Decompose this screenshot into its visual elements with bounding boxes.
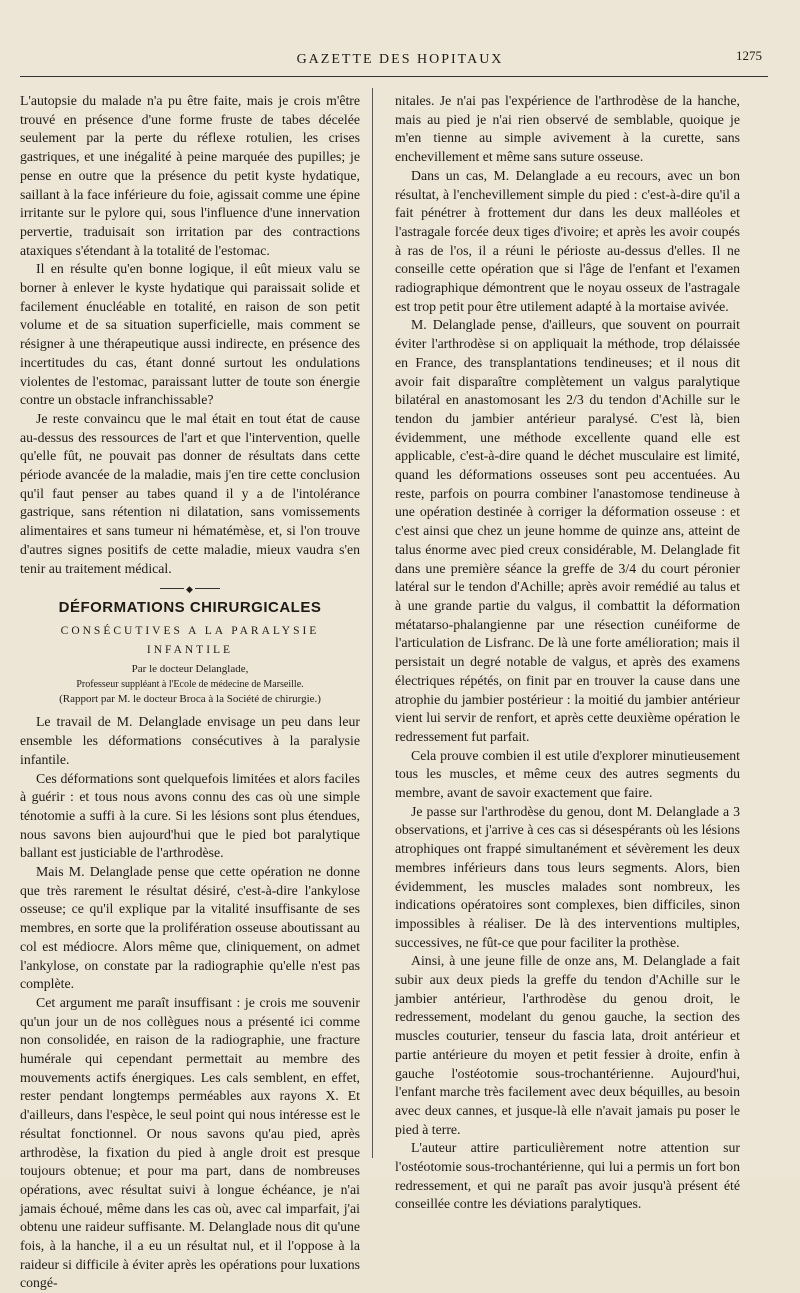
column-divider xyxy=(372,88,373,1158)
paragraph: Je passe sur l'arthrodèse du genou, dont M. Delanglade a 3 observations, et j'arrive à ces cas si désespérants où les lésions atrophiques ont frappé simultanément et sévèrement les deux membres inférieurs dans tous leurs segments. Alors, bien évidemment, les muscles malades sont nombreux, les indications opératoires sont complexes, bien difficiles, sinon impossibles à réaliser. De là des interventions multiples, successives, ne fût-ce que pour faciliter la prothèse. xyxy=(395,803,740,950)
article-byline: Par le docteur Delanglade, xyxy=(131,663,249,676)
paragraph: Je reste convaincu que le mal était en tout état de cause au-dessus des ressources de l'art et que l'intervention, quelle qu'elle fût, ne pouvait pas donner de résultats dans cette période avancée de la maladie, mais j'en tire cette conclusion qu'il faut penser au tabes quand il y a de l'intolérance gastrique, sans rétention ni dilatation, sans vomissements alimentaires et sans tumeur ni hématémèse, et, si l'on trouve d'autres signes positifs de cette maladie, mieux vaudra s'en tenir au traitement médical. xyxy=(20,410,360,576)
report-note: (Rapport par M. le docteur Broca à la Société de chirurgie.) xyxy=(59,693,321,706)
paragraph: L'auteur attire particulièrement notre attention sur l'ostéotomie sous-trochantérienne, qui lui a permis un fort bon redressement, et qui ne paraît pas avoir jusqu'à présent été conseillée contre les déviations paralytiques. xyxy=(395,1140,740,1212)
paragraph: Dans un cas, M. Delanglade a eu recours, avec un bon résultat, à l'enchevillement simple du pied : c'est-à-dire qu'il a fait pénétrer à frottement dur dans les deux malléoles et l'astragale forcée deux tiges d'ivoire; et après les avoir coupés à ras de l'os, il a réuni le périoste au-dessus d'elles. Il ne conseille cette opération que si l'âge de l'enfant et l'examen radiographique démontrent que le noyau osseux de l'astragale est trop petit pour être utilement adapté à la mortaise avivée. xyxy=(395,167,740,314)
header-rule xyxy=(20,76,768,77)
section-separator xyxy=(160,588,220,589)
article-title: DÉFORMATIONS CHIRURGICALES xyxy=(58,599,322,617)
paragraph: Cet argument me paraît insuffisant : je crois me souvenir qu'un jour un de nos collègues nous a présenté ici comme non consolidée, en raison de la radiographie, une fracture humérale qui cependant permettait au membre des mouvements actifs énergiques. Les cals semblent, en effet, rester pendant longtemps perméables aux rayons X. Et d'ailleurs, dans l'espèce, le seul point qui nous intéresse est le résultat fonctionnel. Or nous savons qu'au pied, après arthrodèse, la fixation du pied à angle droit est presque toujours obtenue; et pour ma part, dans de nombreuses opérations, avec résultat suivi à longue échéance, je n'ai jamais échoué, même dans les cas où, avec cal imparfait, j'ai obtenu une raideur suffisante. M. Delanglade nous dit qu'une fois, à la hanche, il a eu un résultat nul, et il l'oppose à la raideur si difficile à éviter après les opérations pour luxations congé- xyxy=(20,994,360,1291)
left-column xyxy=(20,92,360,1293)
paragraph: Cela prouve combien il est utile d'explorer minutieusement tous les muscles, et même ceux des autres segments du membre, avant de savoir exactement que faire. xyxy=(395,747,740,801)
paragraph: Il en résulte qu'en bonne logique, il eût mieux valu se borner à enlever le kyste hydatique qui paraissait solide et facilement énucléable en totalité, en raison de son petit volume et de sa situation superficielle, mais comment se résigner à une thérapeutique aussi indirecte, en présence des incertitudes du cas, étant donné surtout les ondulations violentes de l'estomac, paraissant lutter de toute son énergie contre un obstacle infranchissable? xyxy=(20,261,360,408)
paragraph: Mais M. Delanglade pense que cette opération ne donne que très rarement le résultat désiré, c'est-à-dire l'ankylose osseuse; ce qu'il explique par la vitalité insuffisante de ses membres, en sorte que la prolifération osseuse aboutissant au col est médiocre. Alors même que, cliniquement, on admet l'ankylose, on constate par la radiographie qu'elle n'est pas complète. xyxy=(20,864,360,992)
page-number: 1275 xyxy=(736,48,762,63)
running-title: GAZETTE DES HOPITAUX xyxy=(296,52,504,67)
article-subtitle: CONSÉCUTIVES A LA PARALYSIE INFANTILE xyxy=(60,624,320,656)
paragraph: Ces déformations sont quelquefois limitées et alors faciles à guérir : et tous nous avons connu des cas où une simple ténotomie a suffi à la cure. Si les lésions sont plus étendues, nous savons bien aujourd'hui que le pied bot paralytique ballant est justiciable de l'arthrodèse. xyxy=(20,770,360,861)
paragraph: Le travail de M. Delanglade envisage un peu dans leur ensemble les déformations consécutives à la paralysie infantile. xyxy=(20,714,360,767)
paragraph: L'autopsie du malade n'a pu être faite, mais je crois m'être trouvé en présence d'une forme fruste de tabes décelée seulement par la perte du réflexe rotulien, les crises gastriques, et une inégalité à peine marquée des pupilles; je pense en outre que la présence du petit kyste hydatique, saillant à la face inférieure du foie, agissait comme une épine irritante sur le pylore qui, sous l'influence d'une innervation pervertie, traduisait son irritation par des contractions ataxiques s'étendant à la totalité de l'estomac. xyxy=(20,93,360,258)
paragraph: Ainsi, à une jeune fille de onze ans, M. Delanglade a fait subir aux deux pieds la greffe du tendon d'Achille sur le jambier antérieur, l'arthrodèse du genou droit, le redressement, modelant du genou gauche, la section des muscles couturier, tenseur du fascia lata, droit antérieur et partie antérieure du moyen et petit fessier à droite, enfin à gauche l'ostéotomie sous-trochantérienne. Aujourd'hui, l'enfant marche très facilement avec deux béquilles, au besoin avec deux cannes, et jusque-là elle n'avait jamais pu poser le pied à terre. xyxy=(395,953,740,1137)
author-affiliation: Professeur suppléant à l'Ecole de médecine de Marseille. xyxy=(76,679,304,691)
paragraph: M. Delanglade pense, d'ailleurs, que souvent on pourrait éviter l'arthrodèse si on appliquait la méthode, trop délaissée en France, des transplantations tendineuses; et il nous dit avoir fait disparaître complètement un valgus paralytique bilatéral en anastomosant les 2/3 du tendon d'Achille sur le tendon du jambier antérieur paralysé. C'est là, bien évidemment, une méthode excellente quand elle est applicable, c'est-à-dire quand le déchet musculaire est limité, quand les déformations osseuses sont peu accentuées. Au reste, parfois on pourra combiner l'anastomose tendineuse à une opération destinée à corriger la déformation osseuse : et c'est ainsi que chez un jeune homme de quinze ans, atteint de talus énorme avec pied creux considérable, M. Delanglade fit dans une première séance la greffe de 3/4 du court péronier latéral sur le tendon d'Achille; après avoir remédié au talus et à une grande partie du valgus, il combattit la déformation métatarso-phalangienne par une résection cunéiforme de l'articulation de Lisfranc. De là une forte amélioration; mais il persistait un degré notable de valgus, et après des examens électriques répétés, on finit par en trouver la cause dans une atrophie du jambier postérieur : la moitié du jambier antérieur vient lui servir de renfort, et après cette deuxième opération le redressement fut parfait. xyxy=(395,317,740,744)
right-column xyxy=(395,92,740,1214)
paragraph: nitales. Je n'ai pas l'expérience de l'arthrodèse de la hanche, mais au pied je n'ai rien observé de semblable, quoique je m'en tienne au simple avivement à la curette, sans enchevillement et même sans suture osseuse. xyxy=(395,93,740,165)
